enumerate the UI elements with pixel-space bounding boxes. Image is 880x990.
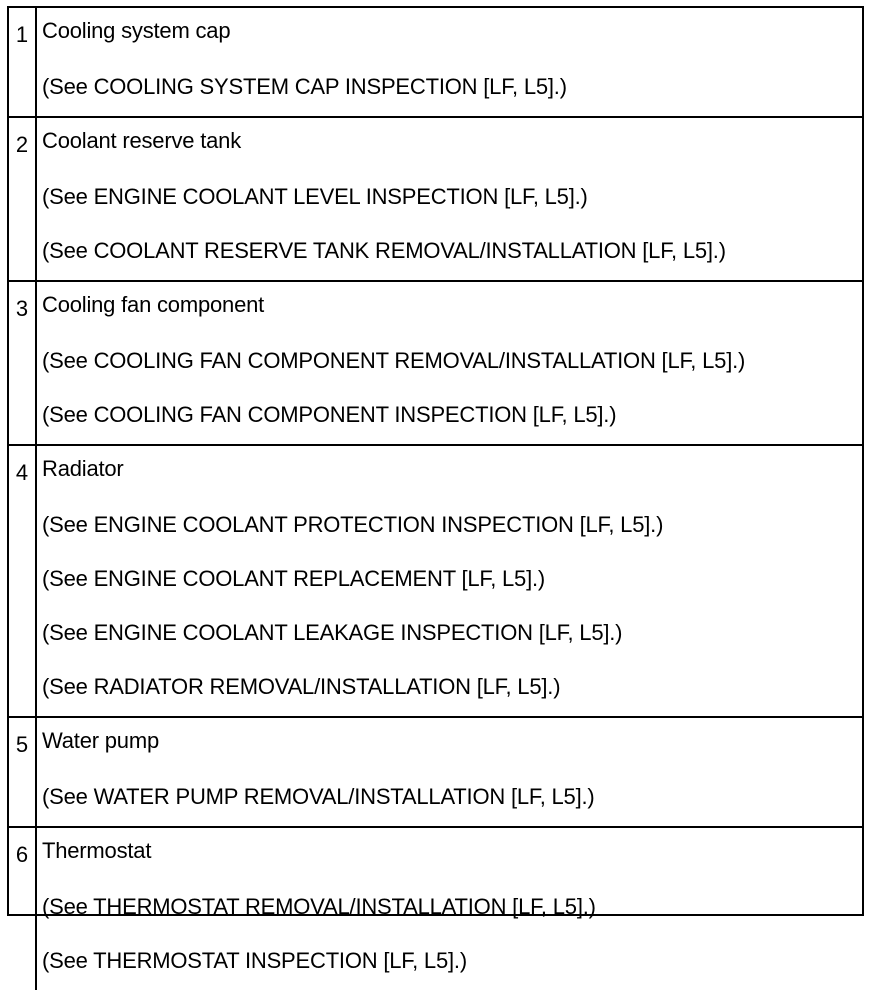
component-row-thermostat <box>9 827 862 990</box>
component-detail-cell <box>36 717 862 827</box>
component-detail-cell <box>36 445 862 717</box>
component-number-cell <box>9 8 36 117</box>
reference-link[interactable]: (See THERMOSTAT REMOVAL/INSTALLATION [LF, L5].) <box>42 894 596 919</box>
component-table <box>9 8 862 990</box>
component-row-coolant-reserve-tank <box>9 117 862 281</box>
reference-link[interactable]: (See COOLING FAN COMPONENT INSPECTION [LF, L5].) <box>42 402 617 427</box>
component-number-cell <box>9 281 36 445</box>
component-detail-cell <box>36 827 862 990</box>
component-row-cooling-fan-component <box>9 281 862 445</box>
component-number: 1 <box>15 22 29 47</box>
component-number: 5 <box>15 732 29 757</box>
component-number-cell <box>9 827 36 990</box>
component-row-cooling-system-cap <box>9 8 862 117</box>
component-name: Cooling system cap <box>42 18 231 43</box>
component-detail-cell <box>36 281 862 445</box>
component-name: Cooling fan component <box>42 292 265 317</box>
reference-link[interactable]: (See ENGINE COOLANT LEVEL INSPECTION [LF, L5].) <box>42 184 588 209</box>
reference-link[interactable]: (See ENGINE COOLANT PROTECTION INSPECTION [LF, L5].) <box>42 512 664 537</box>
component-name: Water pump <box>42 728 160 753</box>
reference-link[interactable]: (See COOLANT RESERVE TANK REMOVAL/INSTALLATION [LF, L5].) <box>42 238 726 263</box>
component-number-cell <box>9 445 36 717</box>
reference-link[interactable]: (See ENGINE COOLANT REPLACEMENT [LF, L5].) <box>42 566 546 591</box>
component-name: Radiator <box>42 456 124 481</box>
component-detail-cell <box>36 117 862 281</box>
reference-link[interactable]: (See COOLING SYSTEM CAP INSPECTION [LF, L5].) <box>42 74 567 99</box>
component-number: 4 <box>15 460 29 485</box>
component-number: 2 <box>15 132 29 157</box>
component-row-water-pump <box>9 717 862 827</box>
component-table-frame <box>7 6 864 973</box>
component-number: 6 <box>15 842 29 867</box>
component-table-body <box>9 8 862 990</box>
reference-link[interactable]: (See RADIATOR REMOVAL/INSTALLATION [LF, L5].) <box>42 674 561 699</box>
component-number-cell <box>9 717 36 827</box>
component-name: Coolant reserve tank <box>42 128 241 153</box>
reference-link[interactable]: (See WATER PUMP REMOVAL/INSTALLATION [LF, L5].) <box>42 784 595 809</box>
reference-link[interactable]: (See THERMOSTAT INSPECTION [LF, L5].) <box>42 948 467 973</box>
component-number-cell <box>9 117 36 281</box>
reference-link[interactable]: (See ENGINE COOLANT LEAKAGE INSPECTION [LF, L5].) <box>42 620 623 645</box>
component-name: Thermostat <box>42 838 152 863</box>
component-detail-cell <box>36 8 862 117</box>
component-row-radiator <box>9 445 862 717</box>
reference-link[interactable]: (See COOLING FAN COMPONENT REMOVAL/INSTALLATION [LF, L5].) <box>42 348 746 373</box>
component-number: 3 <box>15 296 29 321</box>
